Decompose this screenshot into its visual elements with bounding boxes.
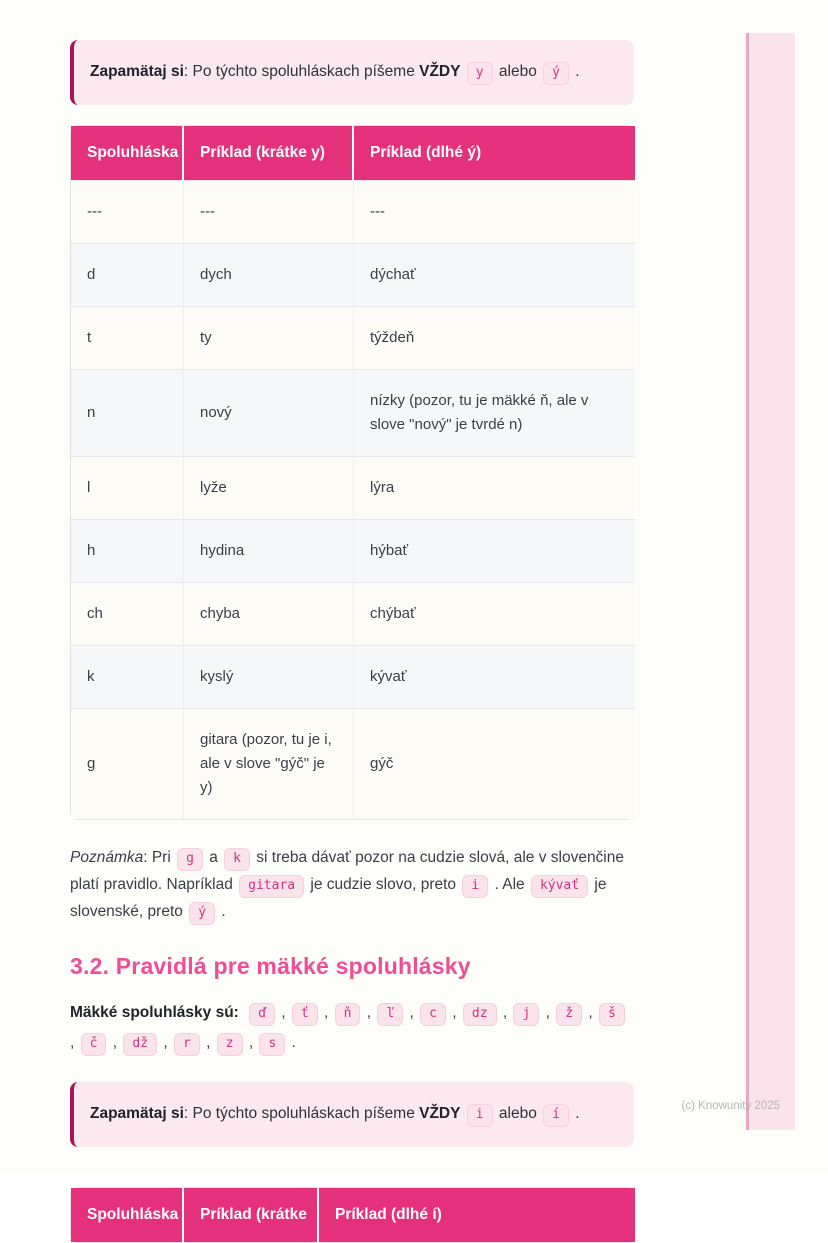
inline-code-badge: ý — [189, 902, 215, 925]
inline-code-badge: g — [177, 848, 203, 871]
section-heading: 3.2. Pravidlá pre mäkké spoluhlásky — [70, 953, 471, 979]
hard-consonants-table — [70, 125, 634, 820]
inline-code-badge: k — [224, 848, 250, 871]
separator: , — [362, 1004, 376, 1021]
table-header-cell: Príklad (dlhé ý) — [354, 126, 635, 180]
consonant-badge: ľ — [377, 1003, 403, 1026]
separator: , — [244, 1034, 258, 1051]
table-header-cell: Príklad (dlhé í) — [319, 1188, 635, 1242]
consonant-badge: ň — [335, 1003, 361, 1026]
separator: , — [159, 1034, 172, 1051]
table-cell: kyslý — [184, 645, 354, 708]
table — [71, 1188, 635, 1242]
table-cell: t — [71, 306, 184, 369]
consonant-badge: š — [599, 1003, 625, 1026]
table-header-cell: Spoluhláska — [71, 1188, 184, 1242]
table-cell: týždeň — [354, 306, 635, 369]
table-cell: l — [71, 456, 184, 519]
separator: , — [276, 1004, 290, 1021]
inline-code-badge: í — [543, 1104, 569, 1127]
consonant-badge: dz — [463, 1003, 497, 1026]
separator: , — [201, 1034, 215, 1051]
page-content — [70, 40, 634, 1243]
table-row — [71, 519, 635, 582]
table-cell: g — [71, 708, 184, 819]
table-cell: lyže — [184, 456, 354, 519]
table-row — [71, 180, 635, 243]
table-row — [71, 369, 635, 456]
inline-code-badge: y — [467, 62, 493, 85]
separator: , — [498, 1004, 512, 1021]
separator: . — [287, 1034, 296, 1051]
consonant-badge: č — [81, 1033, 107, 1056]
separator: , — [447, 1004, 461, 1021]
table-cell: h — [71, 519, 184, 582]
table-cell: lýra — [354, 456, 635, 519]
inline-code-badge: i — [462, 875, 488, 898]
consonant-badge: j — [513, 1003, 539, 1026]
separator: , — [108, 1034, 122, 1051]
table-body — [71, 180, 635, 819]
table-row — [71, 456, 635, 519]
consonant-badge: r — [174, 1033, 200, 1056]
table-cell: chýbať — [354, 582, 635, 645]
soft-consonants-table — [70, 1187, 634, 1243]
consonant-badge: ď — [249, 1003, 275, 1026]
table-cell: k — [71, 645, 184, 708]
table-cell: ty — [184, 306, 354, 369]
table-header-cell: Príklad (krátke — [184, 1188, 319, 1242]
table-cell: nízky (pozor, tu je mäkké ň, ale v slove "nový" je tvrdé n) — [354, 369, 635, 456]
consonant-badge: dž — [123, 1033, 157, 1056]
table-cell: chyba — [184, 582, 354, 645]
table-cell: nový — [184, 369, 354, 456]
table-cell: hydina — [184, 519, 354, 582]
table-cell: dýchať — [354, 243, 635, 306]
consonant-badge: z — [217, 1033, 243, 1056]
separator: , — [70, 1034, 79, 1051]
note-paragraph: Poznámka: Pri g a k si treba dávať pozor na cudzie slová, ale v slovenčine platí pravidlo. Napríklad gitara je cudzie slovo, preto i . Ale kývať je slovenské, preto ý . — [70, 844, 634, 925]
consonant-badge: s — [259, 1033, 285, 1056]
table-row — [71, 582, 635, 645]
separator: , — [319, 1004, 333, 1021]
table-cell: --- — [71, 180, 184, 243]
table-cell: --- — [354, 180, 635, 243]
inline-code-badge: i — [467, 1104, 493, 1127]
watermark: (c) Knowunity 2025 — [681, 1100, 780, 1112]
table-cell: hýbať — [354, 519, 635, 582]
table-head — [71, 1188, 635, 1242]
table-cell: kývať — [354, 645, 635, 708]
separator: , — [541, 1004, 555, 1021]
table-cell: gýč — [354, 708, 635, 819]
table-cell: ch — [71, 582, 184, 645]
table-cell: d — [71, 243, 184, 306]
table-header-row — [71, 126, 635, 180]
separator: , — [584, 1004, 597, 1021]
soft-consonants-intro: Mäkké spoluhlásky sú: — [70, 1004, 239, 1021]
separator: , — [405, 1004, 419, 1021]
table-cell: dych — [184, 243, 354, 306]
table-cell: n — [71, 369, 184, 456]
consonant-badge: ť — [292, 1003, 318, 1026]
table-row — [71, 645, 635, 708]
consonant-badge: c — [420, 1003, 446, 1026]
table-header-row — [71, 1188, 635, 1242]
table-header-cell: Príklad (krátke y) — [184, 126, 354, 180]
table-cell: gitara (pozor, tu je i, ale v slove "gýč" je y) — [184, 708, 354, 819]
callout-remember-soft — [70, 1082, 634, 1147]
inline-code-badge: ý — [543, 62, 569, 85]
inline-code-badge: gitara — [239, 875, 304, 898]
table-header-cell: Spoluhláska — [71, 126, 184, 180]
table — [71, 126, 635, 819]
table-cell: --- — [184, 180, 354, 243]
consonant-badge: ž — [556, 1003, 582, 1026]
table-row — [71, 306, 635, 369]
callout-text: Zapamätaj si: Po týchto spoluhláskach píšeme VŽDY i alebo í . — [90, 1105, 580, 1122]
table-head — [71, 126, 635, 180]
page-edge-strip — [746, 33, 795, 1130]
inline-code-badge: kývať — [531, 875, 588, 898]
table-row — [71, 243, 635, 306]
callout-text: Zapamätaj si: Po týchto spoluhláskach píšeme VŽDY y alebo ý . — [90, 63, 580, 80]
table-row — [71, 708, 635, 819]
callout-remember-hard — [70, 40, 634, 105]
soft-consonants-line — [70, 998, 634, 1058]
